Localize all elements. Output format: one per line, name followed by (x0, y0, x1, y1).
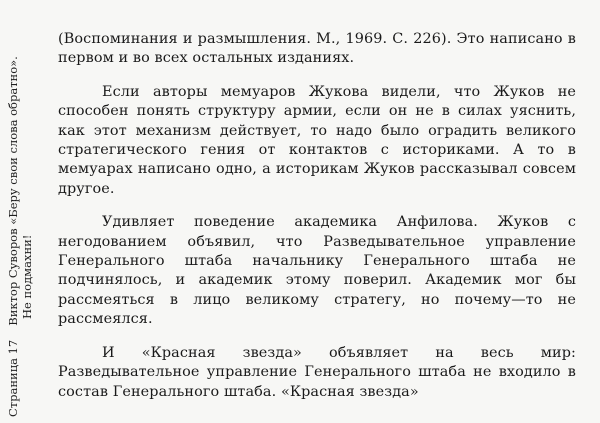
body-text (58, 30, 576, 416)
running-header-text (6, 5, 34, 417)
paragraph: Если авторы мемуаров Жукова видели, что Жуков не способен понять структуру армии, если он не в силах уяснить, как этот механизм действует, то надо было оградить великого стратегического гения от контактов с историками. А то в мемуарах написано одно, а историкам Жуков рассказывал совсем другое. (58, 83, 576, 197)
header-line-2 (20, 5, 34, 417)
paragraph: (Воспоминания и размышления. М., 1969. С. 226). Это написано в первом и во всех остальных изданиях. (58, 31, 576, 67)
paragraph: Удивляет поведение академика Анфилова. Жуков с негодованием объявил, что Разведывательное управление Генерального штаба начальнику Генерального штаба не подчинялось, и академик этому поверил. Академик мог бы рассмеяться в лицо великому стратегу, но почему—то не рассмеялся. (58, 214, 576, 328)
book-title: Виктор Суворов «Беру свои слова обратно». (6, 56, 20, 326)
page-number: Страница 17 (6, 339, 20, 417)
chapter-title: Не подмахни! (20, 234, 34, 319)
header-line-1 (6, 5, 20, 417)
running-header (6, 0, 50, 423)
paragraph: И «Красная звезда» объявляет на весь мир: Разведывательное управление Генерального штаба не входило в состав Генерального штаба. «Красная звезда» (58, 344, 576, 400)
